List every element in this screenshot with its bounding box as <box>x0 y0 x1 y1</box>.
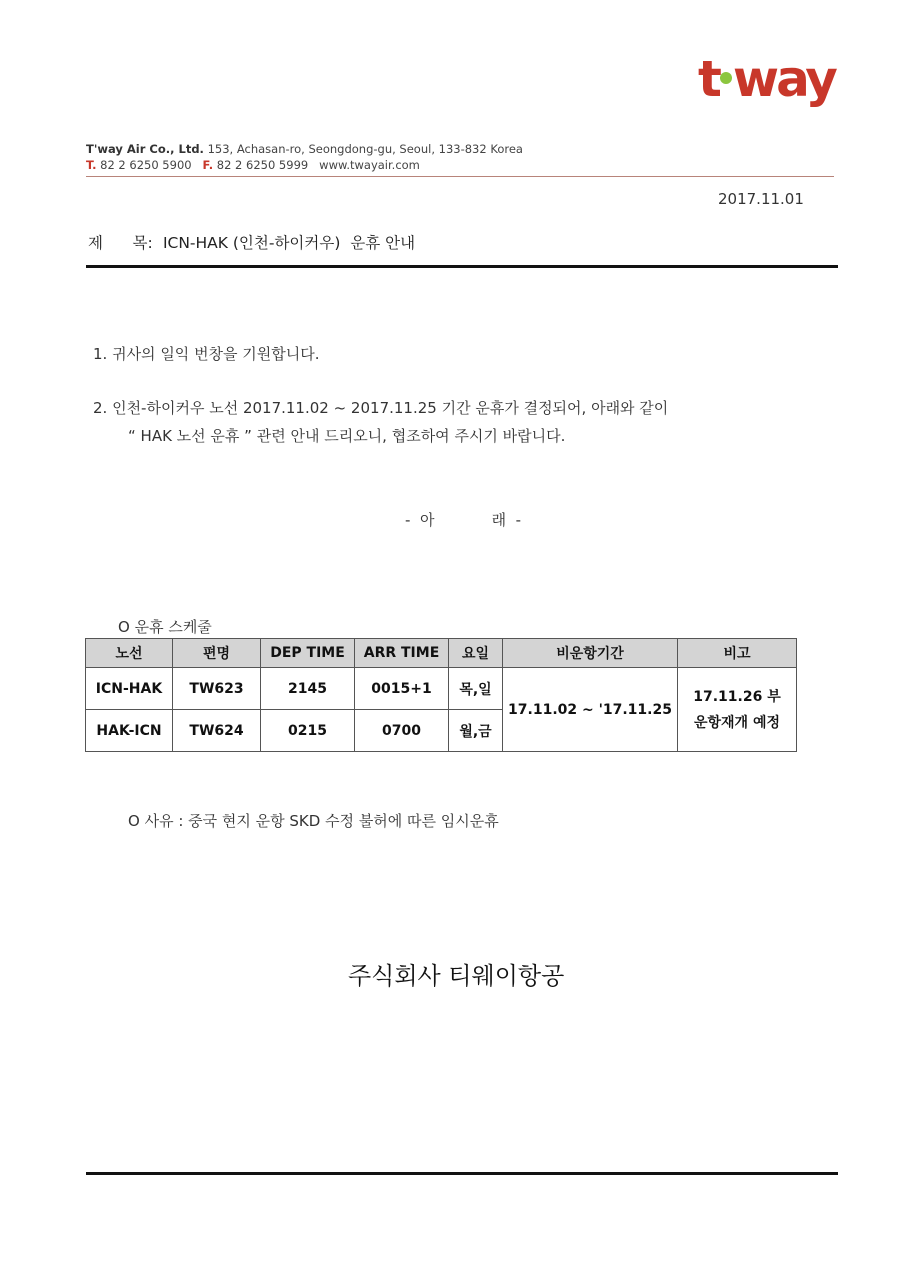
logo-text-way: way <box>732 50 835 108</box>
cell-dep: 2145 <box>261 668 355 710</box>
header-arr-time: ARR TIME <box>355 639 449 668</box>
notice-heading: - 아 래 - <box>405 511 522 529</box>
remark-line-1: 17.11.26 부 <box>693 688 781 705</box>
body-item-1: 1. 귀사의 일익 번창을 기원합니다. <box>93 345 320 363</box>
suspension-reason: O 사유 : 중국 현지 운항 SKD 수정 불허에 따른 임시운휴 <box>128 812 499 830</box>
schedule-header-row <box>86 639 797 668</box>
header-route: 노선 <box>86 639 173 668</box>
subject-divider <box>86 265 838 268</box>
tel-number: 82 2 6250 5900 <box>100 158 192 172</box>
contact-line <box>86 158 420 172</box>
company-name: T'way Air Co., Ltd. <box>86 142 204 156</box>
website-link[interactable]: www.twayair.com <box>319 158 420 172</box>
tel-key: T. <box>86 158 97 172</box>
header-dep-time: DEP TIME <box>261 639 355 668</box>
schedule-table <box>85 638 797 752</box>
header-flight: 편명 <box>173 639 261 668</box>
company-address: 153, Achasan-ro, Seongdong-gu, Seoul, 133-832 Korea <box>207 142 523 156</box>
header-remark: 비고 <box>678 639 797 668</box>
cell-arr: 0015+1 <box>355 668 449 710</box>
logo-text-t: t <box>698 50 719 108</box>
cell-period: 17.11.02 ~ '17.11.25 <box>503 668 678 752</box>
cell-days: 월,금 <box>449 710 503 752</box>
table-row <box>86 668 797 710</box>
company-address-line <box>86 142 523 156</box>
cell-flight: TW623 <box>173 668 261 710</box>
schedule-title: O 운휴 스케줄 <box>118 618 212 636</box>
company-signature: 주식회사 티웨이항공 <box>348 962 565 990</box>
body-item-2-line-1: 2. 인천-하이커우 노선 2017.11.02 ~ 2017.11.25 기간 운휴가 결정되어, 아래와 같이 <box>93 399 669 417</box>
subject-line <box>88 231 415 253</box>
cell-route: ICN-HAK <box>86 668 173 710</box>
header-days: 요일 <box>449 639 503 668</box>
header-period: 비운항기간 <box>503 639 678 668</box>
body-item-2-line-2: “ HAK 노선 운휴 ” 관련 안내 드리오니, 협조하여 주시기 바랍니다. <box>128 427 566 445</box>
remark-line-2: 운항재개 예정 <box>693 714 781 731</box>
cell-dep: 0215 <box>261 710 355 752</box>
tway-logo <box>698 50 835 108</box>
cell-flight: TW624 <box>173 710 261 752</box>
fax-key: F. <box>202 158 214 172</box>
cell-arr: 0700 <box>355 710 449 752</box>
cell-route: HAK-ICN <box>86 710 173 752</box>
document-date: 2017.11.01 <box>718 190 804 208</box>
subject-label: 제 목: <box>88 234 153 252</box>
letterhead-divider <box>86 176 834 177</box>
footer-divider <box>86 1172 838 1175</box>
subject-text: ICN-HAK (인천-하이커우) 운휴 안내 <box>162 234 416 252</box>
cell-remark <box>678 668 797 752</box>
fax-number: 82 2 6250 5999 <box>216 158 309 172</box>
logo-apostrophe-dot <box>720 72 732 84</box>
cell-days: 목,일 <box>449 668 503 710</box>
